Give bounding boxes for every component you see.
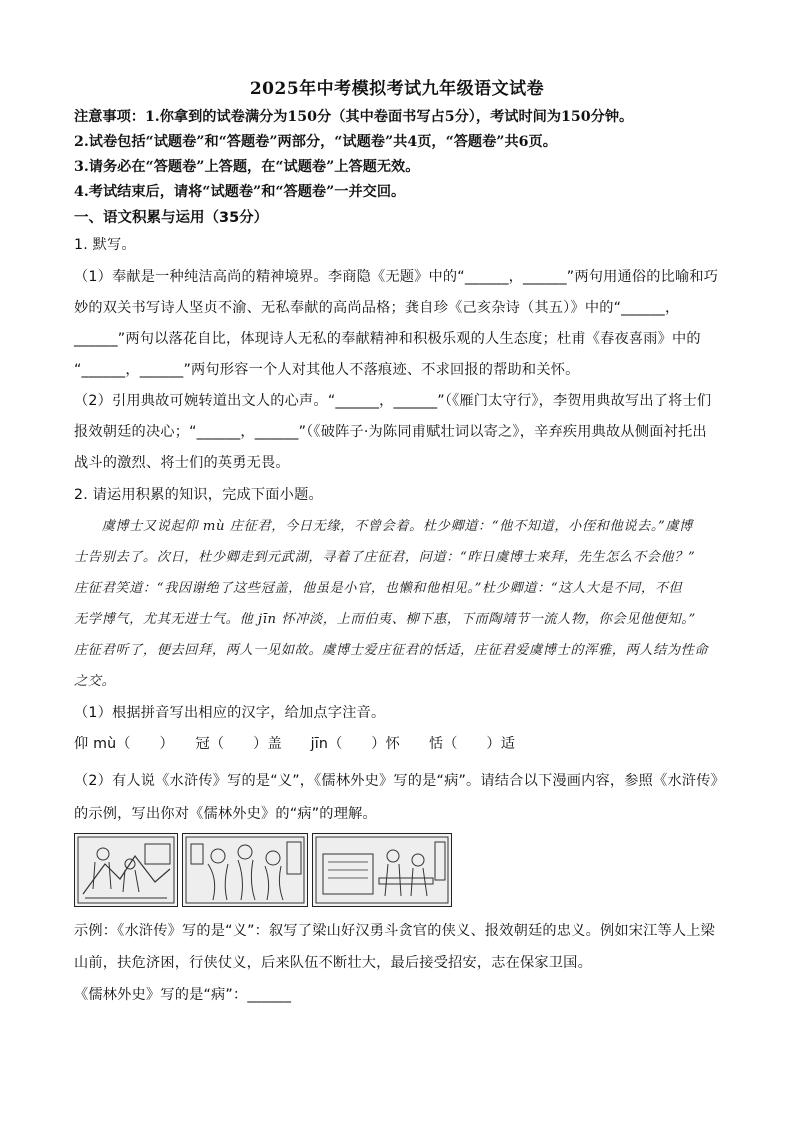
comic-panel-2-image — [182, 833, 308, 907]
passage-line-4: 无学博气，尤其无进士气。他 jīn 怀冲淡，上而伯夷、柳下惠，下而陶靖节一流人物，你会见他便知。” — [74, 612, 696, 627]
q2-sub2-line-2: 的示例，写出你对《儒林外史》的“病”的理解。 — [74, 806, 377, 822]
passage-line-2: 士告别去了。次日，杜少卿走到元武湖，寻着了庄征君，问道：“昨日虞博士来拜，先生怎么不会他？” — [74, 550, 696, 565]
comic-panel-3-image — [312, 833, 452, 907]
notice-line-2: 2.试卷包括“试题卷”和“答题卷”两部分，“试题卷”共4页，“答题卷”共6页。 — [74, 134, 557, 150]
q1-line-3: ______”两句以落花自比，体现诗人无私的奉献精神和积极乐观的人生态度；杜甫《春夜喜雨》中的 — [74, 331, 701, 347]
comic-panel-1-image — [74, 833, 178, 907]
q1-line-6: 报效朝廷的决心；“______，______”（《破阵子·为陈同甫赋壮词以寄之》，辛弃疾用典故从侧面衬托出 — [74, 424, 707, 440]
q1-line-2: 妙的双关书写诗人坚贞不渝、无私奉献的高尚品格；龚自珍《己亥杂诗（其五）》中的“______， — [74, 300, 680, 316]
passage-line-5: 庄征君听了，便去回拜，两人一见如故。虞博士爱庄征君的恬适，庄征君爱虞博士的浑雅，两人结为性命 — [74, 643, 709, 658]
passage-line-1: 虞博士又说起仰 mù 庄征君，今日无缘，不曾会着。杜少卿道：“他不知道，小侄和他说去。”虞博 — [74, 519, 693, 534]
q2-sub2-line-1: （2）有人说《水浒传》写的是“义”，《儒林外史》写的是“病”。请结合以下漫画内容，参照《水浒传》 — [74, 773, 725, 789]
notice-line-3: 3.请务必在“答题卷”上答题，在“试题卷”上答题无效。 — [74, 159, 420, 175]
q1-line-7: 战斗的激烈、将士们的英勇无畏。 — [74, 455, 290, 471]
section-heading: 一、语文积累与运用（35分） — [74, 210, 269, 226]
exam-title: 2025年中考模拟考试九年级语文试卷 — [249, 79, 545, 99]
q1-line-4: “______，______”两句形容一个人对其他人不落痕迹、不求回报的帮助和关怀。 — [74, 362, 580, 378]
passage-line-3: 庄征君笑道：“我因谢绝了这些冠盖，他虽是小官，也懒和他相见。”杜少卿道：“这人大是不同，不但 — [74, 581, 683, 596]
q2-heading: 2. 请运用积累的知识，完成下面小题。 — [74, 487, 323, 503]
q2-sub1-answer: 仰 mù（ ） 冠（ ）盖 jīn（ ）怀 恬（ ）适 — [74, 736, 516, 752]
q1-heading: 1. 默写。 — [74, 237, 136, 253]
notice-line-4: 4.考试结束后，请将“试题卷”和“答题卷”一并交回。 — [74, 184, 406, 200]
notice-line-1: 注意事项：1.你拿到的试卷满分为150分（其中卷面书写占5分），考试时间为150分钟。 — [74, 109, 634, 125]
answer-prompt: 《儒林外史》写的是“病”：______ — [74, 987, 292, 1003]
comic-strip — [74, 833, 450, 905]
q1-line-5: （2）引用典故可婉转道出文人的心声。“______，______”（《雁门太守行》，李贺用典故写出了将士们 — [74, 393, 712, 409]
example-line-2: 山前，扶危济困，行侠仗义，后来队伍不断壮大，最后接受招安，志在保家卫国。 — [74, 955, 592, 971]
q2-sub1: （1）根据拼音写出相应的汉字，给加点字注音。 — [74, 705, 386, 721]
passage-line-6: 之交。 — [74, 674, 116, 689]
example-line-1: 示例：《水浒传》写的是“义”：叙写了梁山好汉勇斗贪官的侠义、报效朝廷的忠义。例如宋江等人上梁 — [74, 923, 716, 939]
q1-line-1: （1）奉献是一种纯洁高尚的精神境界。李商隐《无题》中的“______，______”两句用通俗的比喻和巧 — [74, 269, 719, 285]
